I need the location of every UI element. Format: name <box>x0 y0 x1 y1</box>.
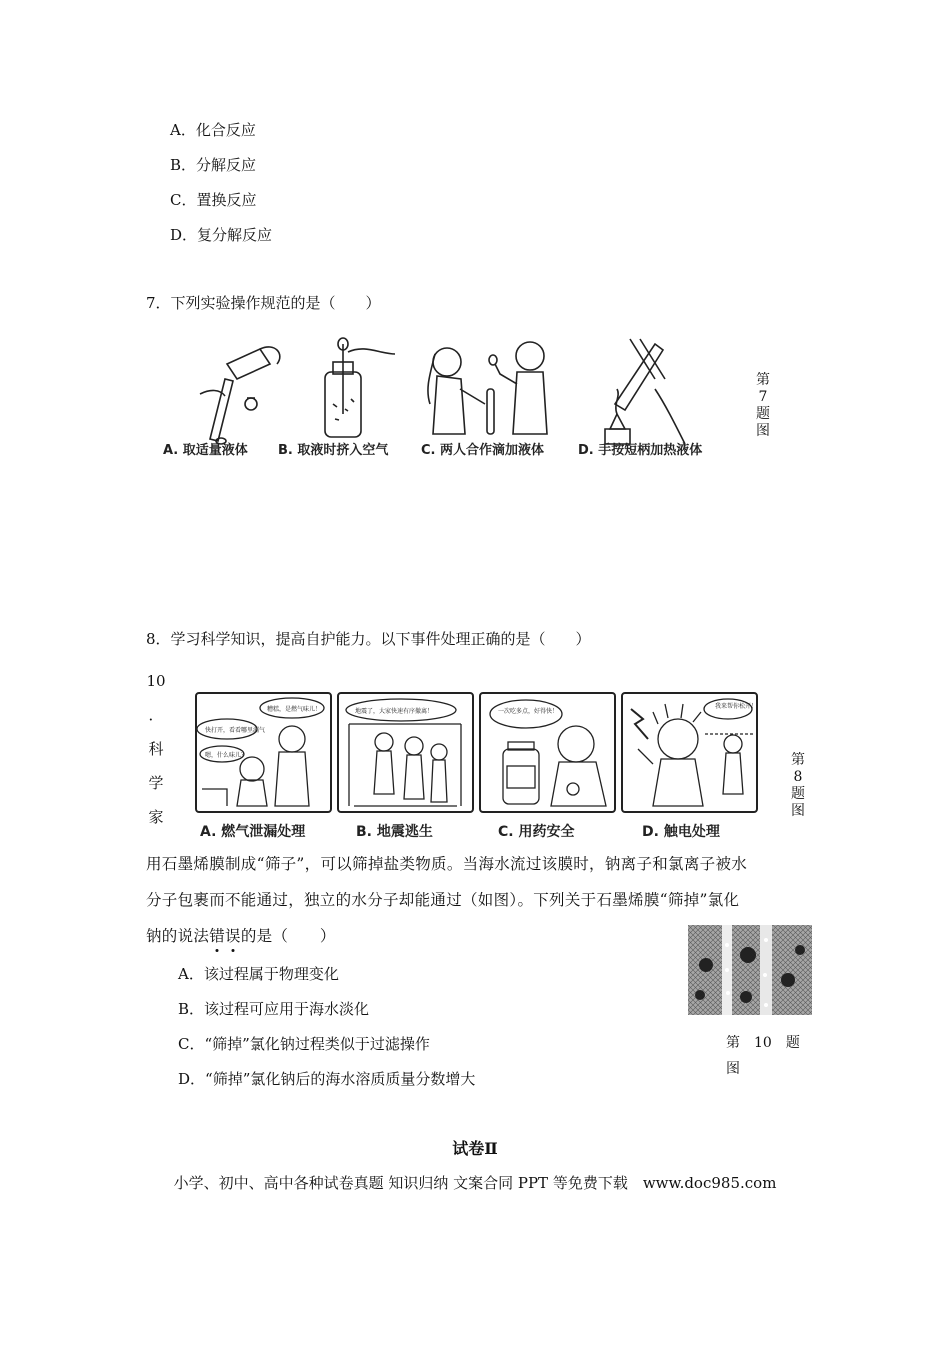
q10-number-char: 10 <box>146 672 166 690</box>
q8-illustration-d <box>623 694 756 811</box>
q6-option-a: A．化合反应 <box>170 121 256 139</box>
q8-caption-b: B. 地震逃生 <box>356 824 433 840</box>
q10-figure-label-line2: 图 <box>726 1061 740 1077</box>
q10-text-line1: 用石墨烯膜制成“筛子”，可以筛掉盐类物质。当海水流过该膜时，钠离子和氯离子被水 <box>146 855 748 873</box>
q10-number-char: ． <box>148 706 164 724</box>
q8-panel-d <box>621 692 758 813</box>
q7-label-char: 7 <box>758 389 768 405</box>
q8-label-char: 题 <box>791 786 805 802</box>
q8-panel-b <box>337 692 474 813</box>
q7-illustration-d <box>605 339 685 444</box>
q7-caption-d: D. 手按短柄加热液体 <box>578 443 703 458</box>
q10-emph-2: 误 <box>225 927 241 945</box>
q8-panel-a <box>195 692 332 813</box>
q6-option-b: B．分解反应 <box>170 156 257 174</box>
q8-label-char: 第 <box>791 752 805 768</box>
q10-number-char: 科 <box>148 740 164 758</box>
section-title: 试卷Ⅱ <box>452 1139 498 1158</box>
q8-illustration-a <box>197 694 330 811</box>
q10-option-c: C．“筛掉”氯化钠过程类似于过滤操作 <box>178 1035 430 1053</box>
q8-illustration-c <box>481 694 614 811</box>
q10-number-char: 家 <box>148 808 164 826</box>
q10-graphene-figure <box>688 925 812 1015</box>
q8-panel-c <box>479 692 616 813</box>
q10-option-d: D．“筛掉”氯化钠后的海水溶质质量分数增大 <box>178 1070 476 1088</box>
q10-emph-1: 错 <box>209 927 226 945</box>
q7-illustration-c <box>428 342 547 434</box>
q7-illustration-a <box>200 347 280 444</box>
q8-stem: 8．学习科学知识，提高自护能力。以下事件处理正确的是（ ） <box>146 630 591 648</box>
q7-figure-label <box>755 372 771 440</box>
q8-label-char: 图 <box>791 803 805 819</box>
q8-figure-label <box>790 752 806 820</box>
q7-illustration-b <box>325 338 395 437</box>
q7-label-char: 第 <box>756 372 770 388</box>
q8-bubble-b: 地震了，大家快速有序撤离！ <box>355 708 434 715</box>
q10-line3-post: 的是（ ） <box>240 927 336 945</box>
footer-text: 小学、初中、高中各种试卷真题 知识归纳 文案合同 PPT 等免费下载 www.doc985.com <box>173 1174 777 1192</box>
q10-number-char: 学 <box>148 774 164 792</box>
q10-text-line2: 分子包裹而不能通过，独立的水分子却能通过（如图）。下列关于石墨烯膜“筛掉”氯化 <box>146 891 740 909</box>
q10-option-b: B．该过程可应用于海水淡化 <box>178 1000 370 1018</box>
q6-option-d: D．复分解反应 <box>170 226 273 244</box>
q7-caption-a: A. 取适量液体 <box>163 443 248 458</box>
q8-caption-a: A. 燃气泄漏处理 <box>200 824 306 840</box>
q6-option-c: C．置换反应 <box>170 191 257 209</box>
q10-number-vertical <box>146 664 166 834</box>
q8-bubble-a3: 嗯，什么味儿？ <box>205 752 248 759</box>
q8-bubble-a2: 快打开，看看哪里漏气 <box>205 727 266 734</box>
q7-label-char: 图 <box>756 423 770 439</box>
q8-bubble-c: 一次吃多点，好得快！ <box>498 708 559 715</box>
q10-option-a: A．该过程属于物理变化 <box>178 965 339 983</box>
q8-illustration-b <box>339 694 472 811</box>
q7-stem: 7．下列实验操作规范的是（ ） <box>146 294 381 312</box>
q10-line3-pre: 钠的说法 <box>146 927 210 945</box>
q7-caption-c: C. 两人合作滴加液体 <box>421 443 545 458</box>
q7-caption-b: B. 取液时挤入空气 <box>278 443 389 458</box>
q8-bubble-a1: 糟糕，是燃气味儿！ <box>267 706 322 713</box>
q8-label-char: 8 <box>793 769 803 785</box>
q7-label-char: 题 <box>756 406 770 422</box>
q8-bubble-d: 我来帮你松开！ <box>715 703 756 710</box>
q8-caption-c: C. 用药安全 <box>498 824 575 840</box>
q8-caption-d: D. 触电处理 <box>642 824 720 840</box>
q10-text-line3 <box>146 924 336 946</box>
q10-figure-label-line1: 第 10 题 <box>726 1035 800 1051</box>
